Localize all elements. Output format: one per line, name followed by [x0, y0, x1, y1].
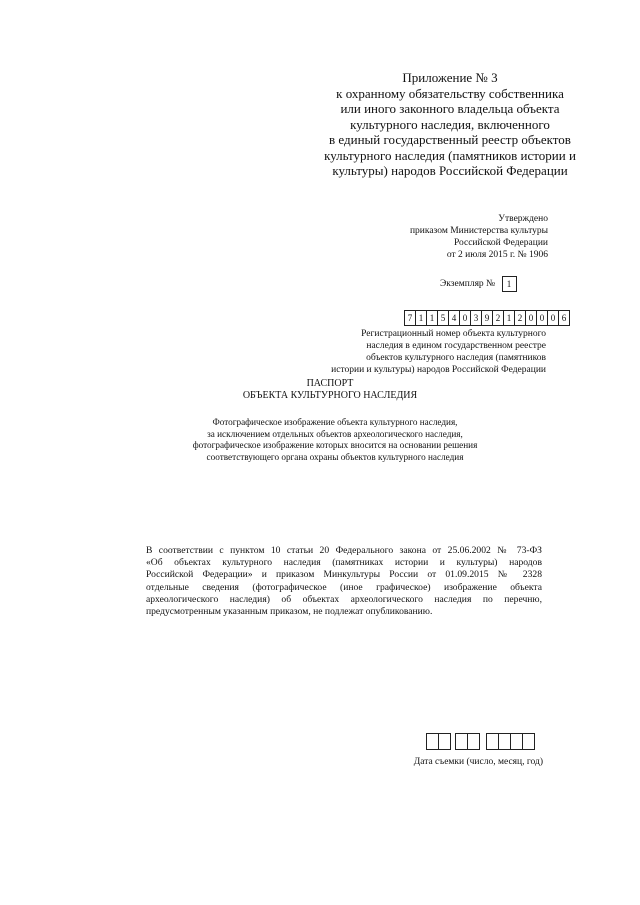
appendix-line: или иного законного владельца объекта	[340, 101, 560, 116]
document-title	[180, 378, 480, 402]
registration-digit: 1	[415, 310, 427, 326]
registration-digit: 1	[503, 310, 515, 326]
shoot-date-caption: Дата съемки (число, месяц, год)	[413, 757, 543, 767]
title-line-object: ОБЪЕКТА КУЛЬТУРНОГО НАСЛЕДИЯ	[242, 390, 418, 401]
date-digit-box	[522, 733, 535, 750]
registration-digit: 2	[492, 310, 504, 326]
approval-block	[350, 213, 548, 261]
appendix-header	[300, 70, 600, 179]
legal-line: «Об объектах культурного наследия (памятниках истории и культуры) народов	[146, 557, 542, 569]
legal-line: Российской Федерации» и приказом Минкультуры России от 01.09.2015 № 2328	[146, 569, 542, 581]
photo-note-line: Фотографическое изображение объекта культурного наследия,	[212, 417, 458, 427]
registration-digit: 1	[426, 310, 438, 326]
approval-line: приказом Министерства культуры	[409, 226, 548, 236]
legal-line: отдельные сведения (фотографическое (иное графическое) изображение объекта	[146, 581, 542, 593]
title-line-passport: ПАСПОРТ	[306, 378, 354, 389]
photo-note	[150, 417, 520, 463]
registration-digit: 0	[525, 310, 537, 326]
registration-digit: 0	[536, 310, 548, 326]
registration-digit: 5	[437, 310, 449, 326]
legal-line: археологического наследия) об объектах археологического наследия по перечню,	[146, 593, 542, 605]
registration-digit: 7	[404, 310, 416, 326]
registration-digit: 0	[547, 310, 559, 326]
legal-line: В соответствии с пунктом 10 статьи 20 Федерального закона от 25.06.2002 № 73-ФЗ	[146, 545, 542, 556]
registration-caption-line: Регистрационный номер объекта культурного	[361, 329, 546, 339]
appendix-line: к охранному обязательству собственника	[336, 85, 564, 101]
appendix-line: культуры) народов Российской Федерации	[332, 163, 568, 178]
approval-line: от 2 июля 2015 г. № 1906	[446, 250, 548, 260]
shoot-date-month-boxes	[455, 733, 479, 748]
date-digit-box	[438, 733, 451, 750]
appendix-line: в единый государственный реестр объектов	[329, 132, 571, 147]
registration-number-boxes	[404, 310, 569, 325]
shoot-date-day-boxes	[426, 733, 450, 748]
legal-line: предусмотренным указанным приказом, не подлежат опубликованию.	[146, 606, 433, 618]
photo-note-line: фотографическое изображение которых вносится на основании решения	[192, 440, 478, 450]
copy-number-box: 1	[502, 276, 517, 292]
registration-caption-line: истории и культуры) народов Российской Федерации	[331, 365, 546, 375]
legal-notice	[146, 545, 542, 618]
photo-note-line: за исключением отдельных объектов археологического наследия,	[207, 428, 463, 439]
appendix-line: культурного наследия (памятников истории и	[324, 147, 576, 163]
date-digit-box	[467, 733, 480, 750]
copy-number-label: Экземпляр №	[440, 279, 496, 289]
registration-digit: 0	[459, 310, 471, 326]
registration-digit: 9	[481, 310, 493, 326]
approval-line: Российской Федерации	[453, 238, 548, 248]
registration-digit: 2	[514, 310, 526, 326]
registration-caption-line: наследия в едином государственном реестре	[366, 341, 546, 351]
photo-note-line: соответствующего органа охраны объектов культурного наследия	[206, 451, 464, 462]
appendix-line: Приложение № 3	[402, 70, 498, 85]
registration-digit: 6	[558, 310, 570, 326]
registration-digit: 4	[448, 310, 460, 326]
registration-caption	[330, 328, 546, 376]
shoot-date-year-boxes	[486, 733, 534, 748]
registration-caption-line: объектов культурного наследия (памятников	[366, 353, 546, 363]
copy-number	[440, 276, 560, 292]
registration-digit: 3	[470, 310, 482, 326]
appendix-line: культурного наследия, включенного	[350, 116, 550, 132]
approval-line: Утверждено	[498, 214, 548, 224]
